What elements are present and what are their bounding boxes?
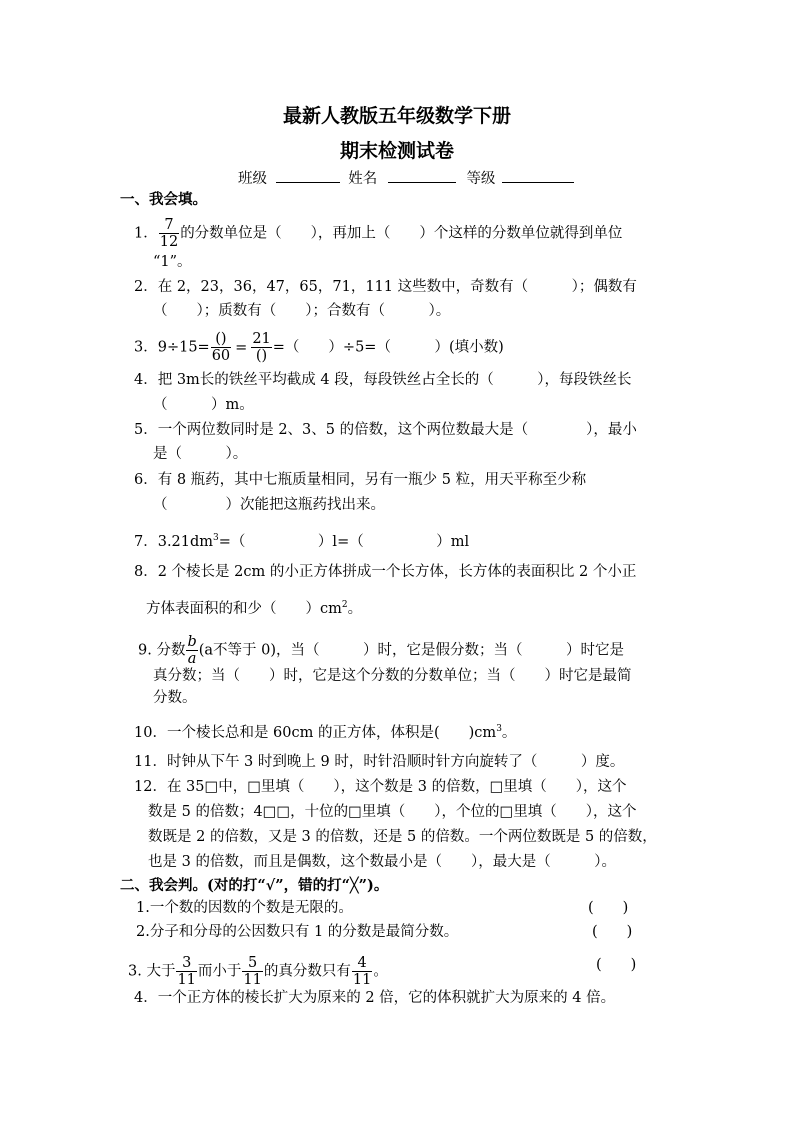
question-text: 。	[373, 963, 388, 980]
question-12-line-1: 12．在 35□中，□里填（ ），这个数是 3 的倍数，□里填（ ），这个	[134, 779, 627, 795]
judge-1-answer[interactable]: ( )	[588, 900, 629, 916]
question-3	[134, 331, 504, 364]
superscript: 2	[341, 600, 348, 610]
question-4-line-1: 4．把 3m长的铁丝平均截成 4 段，每段铁丝占全长的（ ），每段铁丝长	[134, 372, 632, 388]
fraction: $\frac{3}{11}$	[177, 955, 196, 988]
question-text: 3. 大于	[128, 963, 176, 980]
fraction: $\frac{()}{60}$	[211, 331, 231, 364]
fraction: $\frac{21}{()}$	[252, 331, 271, 364]
page-title: 最新人教版五年级数学下册	[282, 105, 511, 127]
superscript: 3	[213, 533, 219, 543]
question-4-line-2: （ ）m。	[153, 397, 254, 413]
question-6-line-2: （ ）次能把这瓶药找出来。	[153, 497, 385, 513]
question-2-line-1: 2．在 2，23，36，47，65，71，111 这些数中，奇数有（ ）；偶数有	[134, 279, 637, 295]
name-label: 姓名	[348, 171, 378, 187]
question-11: 11．时钟从下午 3 时到晚上 9 时，时针沿顺时针方向旋转了（ ）度。	[134, 754, 625, 770]
fraction: $\frac{b}{a}$	[187, 634, 197, 667]
fraction: $\frac{7}{12}$	[159, 217, 179, 250]
grade-blank[interactable]	[502, 170, 574, 183]
question-text: 。	[347, 600, 363, 617]
question-text: 9. 分数	[138, 642, 186, 659]
question-text: 而小于	[197, 963, 242, 980]
question-text: =（ ）÷5=（ ）(填小数)	[272, 339, 504, 356]
question-text: =（ ）l=（ ）ml	[218, 533, 470, 550]
question-2-line-2: （ ）；质数有（ ）；合数有（ ）。	[153, 303, 451, 319]
grade-label: 等级	[466, 171, 496, 187]
fraction: $\frac{4}{11}$	[352, 955, 372, 988]
page-subtitle: 期末检测试卷	[339, 140, 454, 162]
question-9-line-2: 真分数；当（ ）时，它是这个分数的分数单位；当（ ）时它是最简	[153, 668, 632, 684]
equals-sign: =	[235, 339, 248, 356]
question-1-line-1	[134, 217, 622, 250]
question-8-line-2	[146, 595, 362, 619]
section-1-title: 一、我会填。	[120, 191, 207, 208]
judge-1-text: 1.一个数的因数的个数是无限的。	[136, 900, 353, 916]
question-12-line-3: 数既是 2 的倍数，又是 3 的倍数，还是 5 的倍数。一个两位数既是 5 的倍数，	[148, 829, 657, 845]
student-info-row	[238, 169, 574, 189]
question-10	[134, 719, 516, 743]
question-5-line-1: 5．一个两位数同时是 2、3、5 的倍数，这个两位数最大是（ ），最小	[134, 422, 637, 438]
class-label: 班级	[238, 171, 267, 187]
judge-3-answer[interactable]: ( )	[596, 957, 637, 973]
class-blank[interactable]	[276, 170, 340, 183]
question-text: 。	[501, 724, 517, 741]
question-text: 的真分数只有	[263, 963, 351, 980]
name-blank[interactable]	[388, 170, 456, 183]
question-1-line-2: “1”。	[153, 254, 192, 270]
question-text: 7．3.21dm	[134, 533, 214, 550]
judge-2-text: 2.分子和分母的公因数只有 1 的分数是最简分数。	[136, 924, 459, 940]
question-text: 10．一个棱长总和是 60cm 的正方体，体积是( )cm	[134, 724, 497, 741]
question-text: 3．9÷15=	[134, 339, 210, 356]
question-text: 的分数单位是（ ），再加上（ ）个这样的分数单位就得到单位	[180, 225, 623, 242]
question-12-line-2: 数是 5 的倍数；4□□，十位的□里填（ ），个位的□里填（ ），这个	[148, 804, 637, 820]
question-7	[134, 528, 469, 552]
superscript: 3	[496, 724, 502, 734]
question-text: 方体表面积的和少（ ）cm	[146, 600, 342, 617]
fraction: $\frac{5}{11}$	[243, 955, 262, 988]
question-6-line-1: 6．有 8 瓶药，其中七瓶质量相同，另有一瓶少 5 粒，用天平称至少称	[134, 472, 587, 488]
question-text: (a不等于 0)，当（ ）时，它是假分数；当（ ）时它是	[198, 642, 625, 659]
question-9-line-3: 分数。	[153, 690, 197, 706]
question-12-line-4: 也是 3 的倍数，而且是偶数，这个数最小是（ ），最大是（ ）。	[148, 854, 616, 870]
question-8-line-1: 8．2 个棱长是 2cm 的小正方体拼成一个长方体，长方体的表面积比 2 个小正	[134, 564, 637, 580]
judge-3-text	[128, 955, 388, 988]
judge-2-answer[interactable]: ( )	[592, 924, 633, 940]
question-5-line-2: 是（ ）。	[153, 446, 248, 462]
judge-4-text: 4．一个正方体的棱长扩大为原来的 2 倍，它的体积就扩大为原来的 4 倍。	[134, 990, 616, 1006]
question-9-line-1	[138, 634, 624, 667]
question-number: 1．	[134, 225, 158, 242]
section-2-title: 二、我会判。(对的打“√”，错的打“╳”)。	[120, 877, 389, 894]
